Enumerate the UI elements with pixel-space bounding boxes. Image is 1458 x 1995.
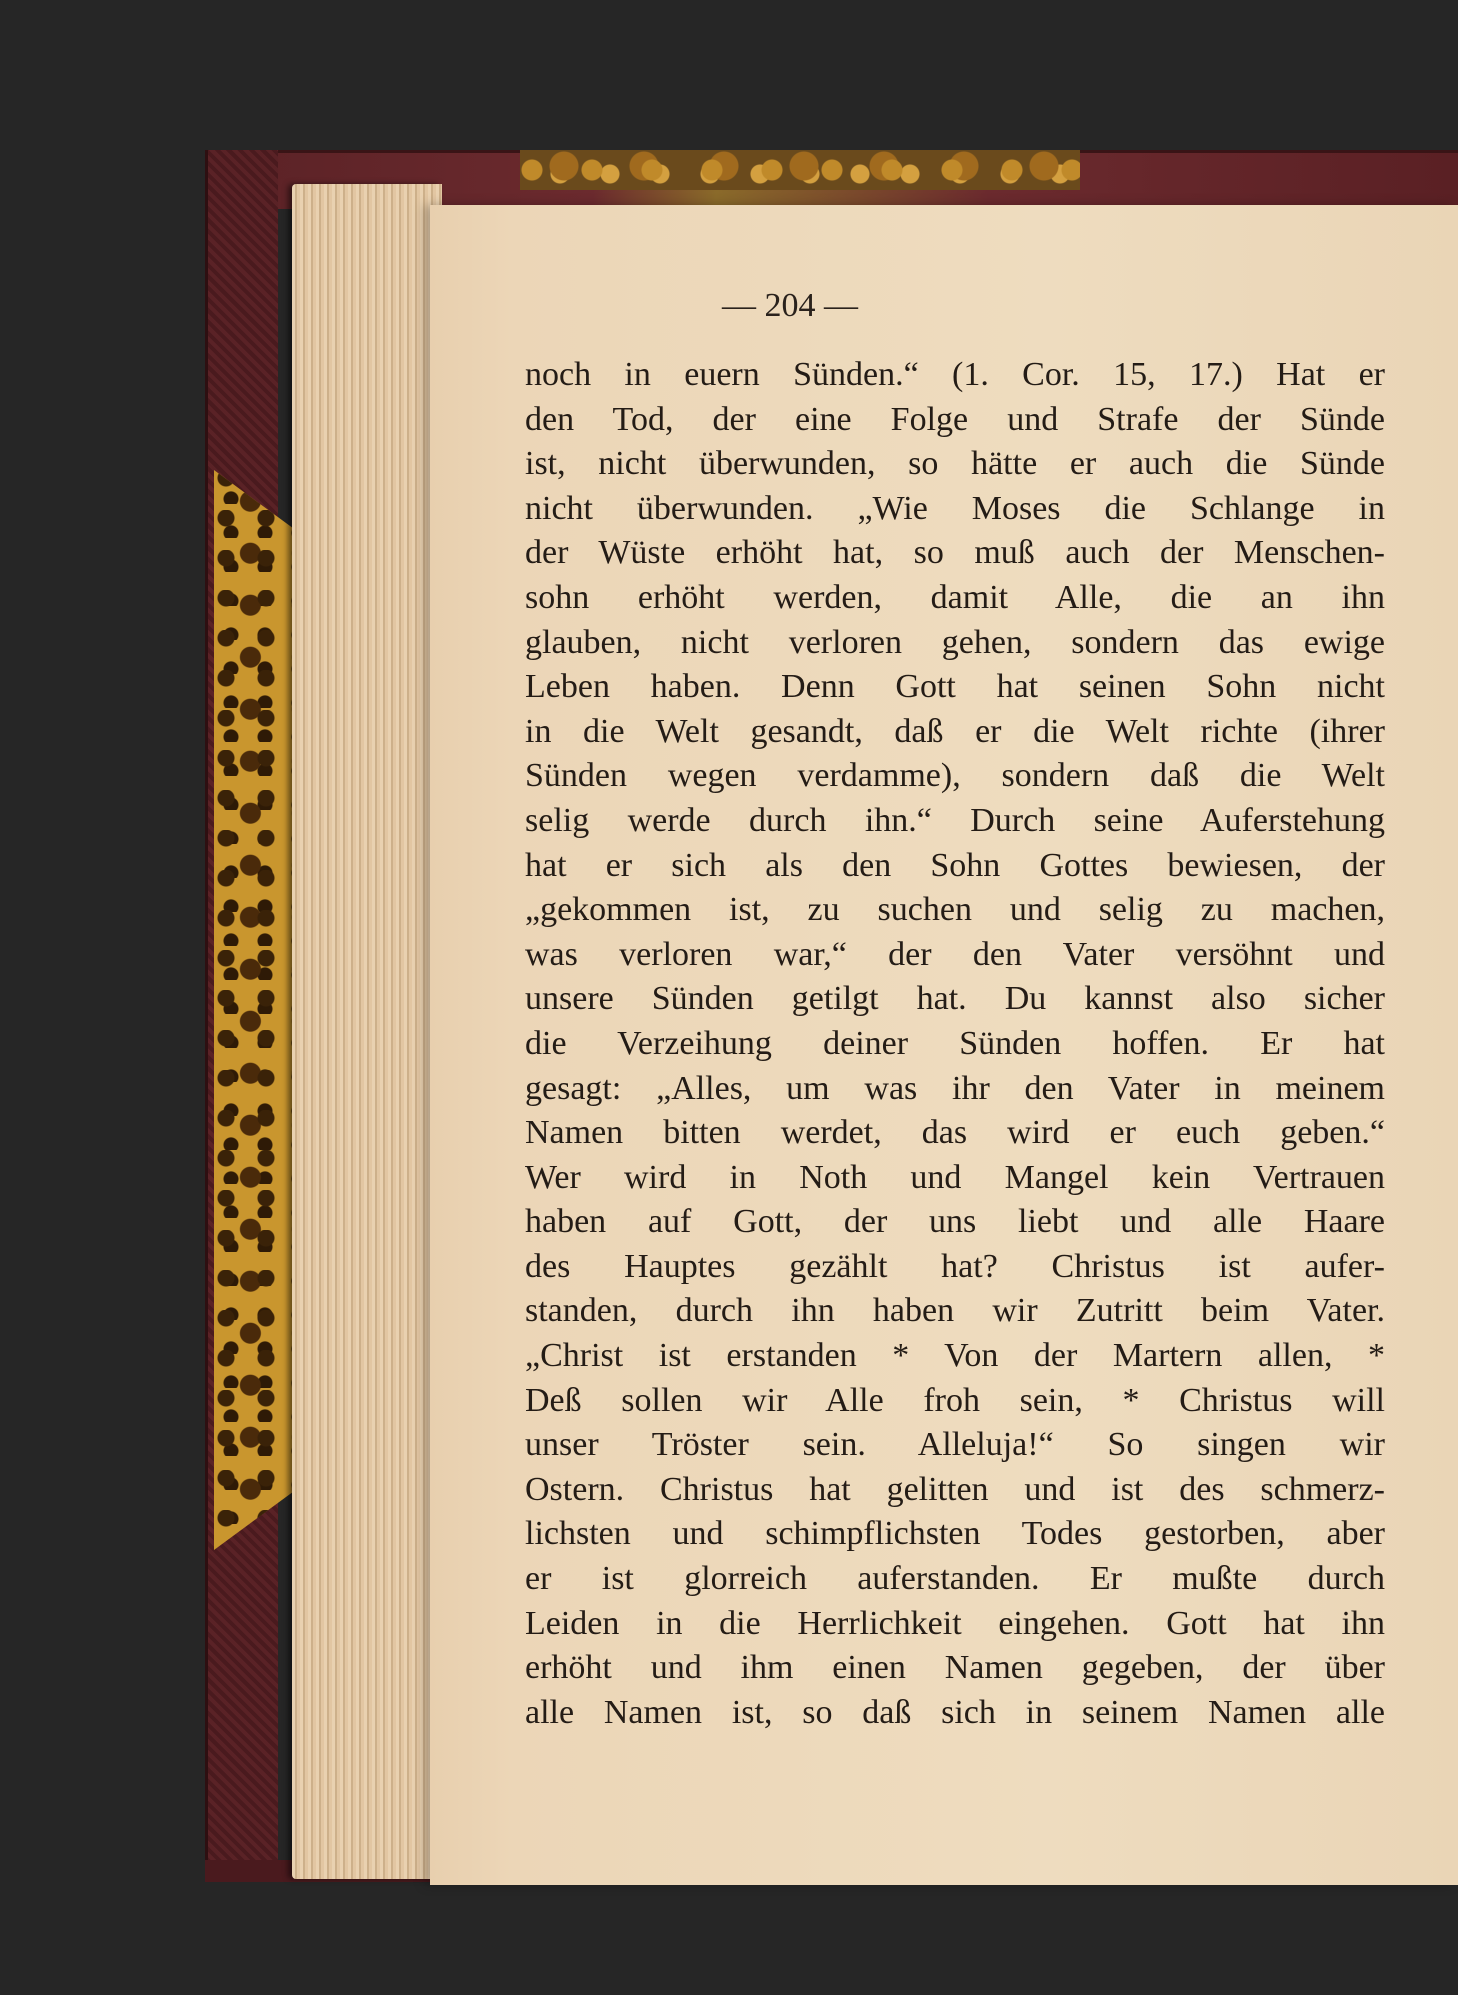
text-line: alle Namen ist, so daß sich in seinem Namen alle: [525, 1693, 1385, 1731]
text-line: gesagt: „Alles, um was ihr den Vater in meinem: [525, 1069, 1385, 1107]
text-line: Namen bitten werdet, das wird er euch geben.“: [525, 1114, 1385, 1152]
page-number: — 204 —: [722, 287, 858, 324]
text-line: hat er sich als den Sohn Gottes bewiesen, der: [525, 846, 1385, 884]
marbled-paper-top: [520, 150, 1080, 190]
text-line: unser Tröster sein. Alleluja!“ So singen wir: [525, 1426, 1385, 1464]
text-line: er ist glorreich auferstanden. Er mußte durch: [525, 1560, 1385, 1598]
text-line: der Wüste erhöht hat, so muß auch der Menschen-: [525, 534, 1385, 572]
text-line: den Tod, der eine Folge und Strafe der Sünde: [525, 400, 1385, 438]
text-line: unsere Sünden getilgt hat. Du kannst also sicher: [525, 980, 1385, 1018]
text-line: Sünden wegen verdamme), sondern daß die Welt: [525, 757, 1385, 795]
text-line: was verloren war,“ der den Vater versöhnt und: [525, 935, 1385, 973]
text-line: Leiden in die Herrlichkeit eingehen. Gott hat ihn: [525, 1604, 1385, 1642]
text-line: Ostern. Christus hat gelitten und ist des schmerz-: [525, 1470, 1385, 1508]
page-text: [525, 353, 1385, 1735]
text-line: erhöht und ihm einen Namen gegeben, der über: [525, 1649, 1385, 1687]
text-line: lichsten und schimpflichsten Todes gestorben, aber: [525, 1515, 1385, 1553]
text-line: Deß sollen wir Alle froh sein, * Christus will: [525, 1381, 1385, 1419]
page-stack-edges: [292, 184, 442, 1879]
text-line: sohn erhöht werden, damit Alle, die an ihn: [525, 578, 1385, 616]
text-line: ist, nicht überwunden, so hätte er auch die Sünde: [525, 445, 1385, 483]
text-line: Wer wird in Noth und Mangel kein Vertrauen: [525, 1158, 1385, 1196]
text-line: noch in euern Sünden.“ (1. Cor. 15, 17.) Hat er: [525, 356, 1385, 393]
text-line: haben auf Gott, der uns liebt und alle Haare: [525, 1203, 1385, 1241]
text-line: Leben haben. Denn Gott hat seinen Sohn nicht: [525, 668, 1385, 706]
text-line: die Verzeihung deiner Sünden hoffen. Er hat: [525, 1024, 1385, 1062]
text-line: nicht überwunden. „Wie Moses die Schlange in: [525, 489, 1385, 527]
text-line: in die Welt gesandt, daß er die Welt richte (ihrer: [525, 712, 1385, 750]
text-line: „gekommen ist, zu suchen und selig zu machen,: [525, 891, 1385, 929]
marbled-paper-left: [214, 470, 302, 1550]
text-line: glauben, nicht verloren gehen, sondern das ewige: [525, 623, 1385, 661]
text-line: des Hauptes gezählt hat? Christus ist aufer-: [525, 1247, 1385, 1285]
text-line: selig werde durch ihn.“ Durch seine Auferstehung: [525, 801, 1385, 839]
book-page: [430, 205, 1458, 1885]
text-line: „Christ ist erstanden * Von der Martern allen, *: [525, 1337, 1385, 1375]
text-line: standen, durch ihn haben wir Zutritt beim Vater.: [525, 1292, 1385, 1330]
